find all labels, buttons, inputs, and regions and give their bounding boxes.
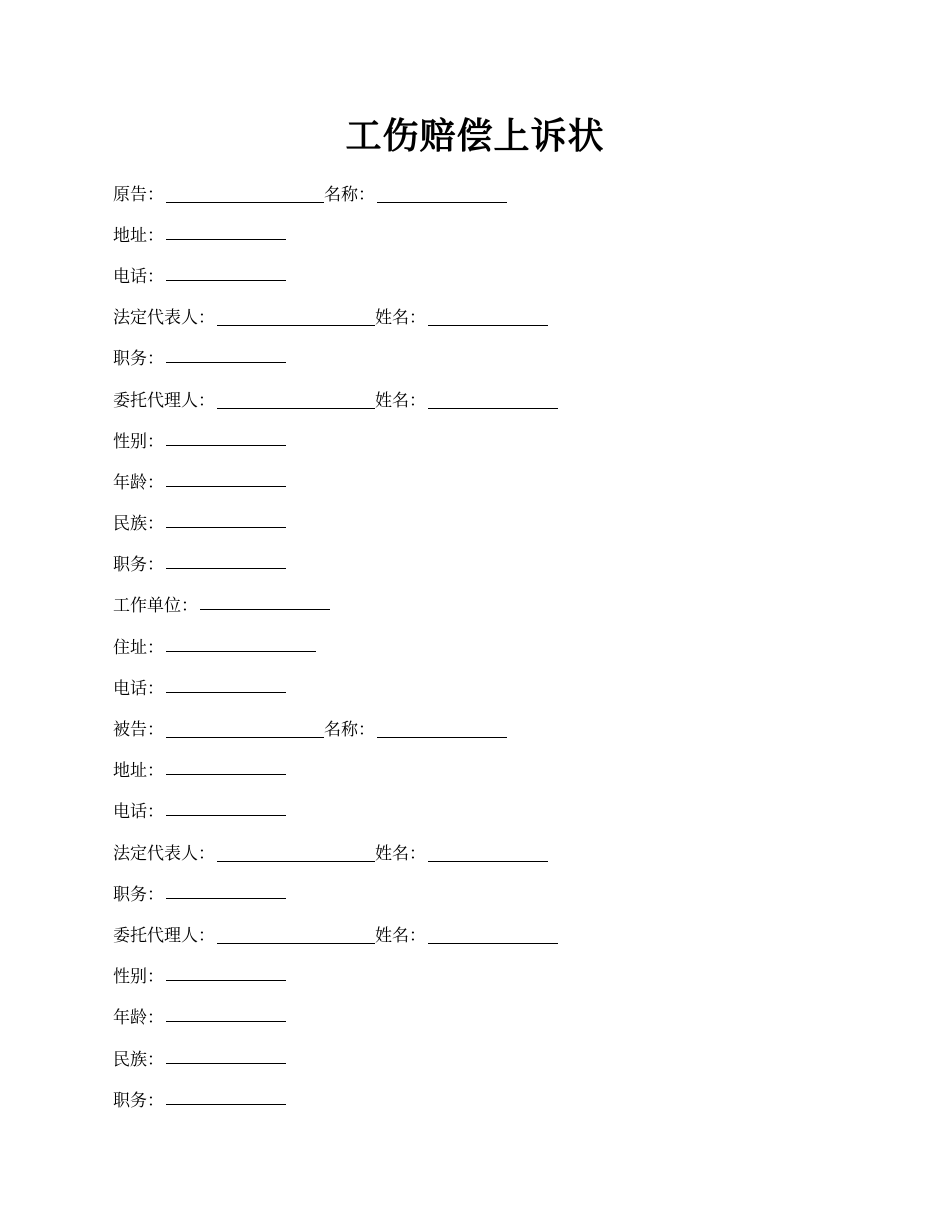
plaintiff-agent-position-row (113, 545, 873, 586)
plaintiff-legal-rep-name-label: 姓名： (375, 308, 426, 329)
defendant-field (113, 719, 324, 741)
defendant-name-blank[interactable] (377, 736, 507, 738)
defendant-agent-blank[interactable] (217, 942, 375, 944)
defendant-phone-blank[interactable] (166, 814, 286, 816)
defendant-agent-position-blank[interactable] (166, 1103, 286, 1105)
defendant-legal-rep-name-label: 姓名： (375, 843, 426, 864)
defendant-gender-label: 性别： (113, 967, 164, 988)
plaintiff-agent-name-label: 姓名： (375, 390, 426, 411)
plaintiff-gender-label: 性别： (113, 431, 164, 452)
defendant-ethnicity-row (113, 1039, 873, 1080)
plaintiff-label: 原告： (113, 184, 164, 205)
plaintiff-age-blank[interactable] (166, 485, 286, 487)
plaintiff-phone-label: 电话： (113, 266, 164, 287)
defendant-phone-row (113, 792, 873, 833)
defendant-agent-position-label: 职务： (113, 1090, 164, 1111)
plaintiff-ethnicity-blank[interactable] (166, 526, 286, 528)
plaintiff-agent-blank[interactable] (217, 407, 375, 409)
defendant-agent-name-label: 姓名： (375, 925, 426, 946)
plaintiff-age-label: 年龄： (113, 472, 164, 493)
plaintiff-agent-position-blank[interactable] (166, 567, 286, 569)
plaintiff-workplace-label: 工作单位： (113, 596, 198, 617)
defendant-address-blank[interactable] (166, 773, 286, 775)
defendant-agent-position-row (113, 1080, 873, 1121)
plaintiff-legal-rep-position-blank[interactable] (166, 361, 286, 363)
defendant-agent-label: 委托代理人： (113, 925, 215, 946)
defendant-age-blank[interactable] (166, 1020, 286, 1022)
document-title: 工伤赔偿上诉状 (345, 115, 605, 157)
defendant-legal-rep-label: 法定代表人： (113, 843, 215, 864)
plaintiff-legal-rep-name-field (375, 307, 548, 329)
plaintiff-agent-name-blank[interactable] (428, 407, 558, 409)
plaintiff-ethnicity-row (113, 504, 873, 545)
defendant-name-field (324, 719, 507, 741)
defendant-legal-rep-position-blank[interactable] (166, 897, 286, 899)
defendant-gender-blank[interactable] (166, 979, 286, 981)
plaintiff-workplace-blank[interactable] (200, 608, 330, 610)
defendant-agent-row (113, 915, 873, 956)
plaintiff-residence-blank[interactable] (166, 650, 316, 652)
plaintiff-agent-label: 委托代理人： (113, 390, 215, 411)
defendant-row (113, 709, 873, 750)
defendant-gender-row (113, 957, 873, 998)
plaintiff-workplace-row (113, 586, 873, 627)
plaintiff-agent-row (113, 380, 873, 421)
plaintiff-legal-rep-position-label: 职务： (113, 349, 164, 370)
defendant-legal-rep-field (113, 843, 375, 865)
plaintiff-name-label: 名称： (324, 184, 375, 205)
plaintiff-address-label: 地址： (113, 225, 164, 246)
defendant-legal-rep-name-field (375, 843, 548, 865)
defendant-address-row (113, 751, 873, 792)
plaintiff-name-field (324, 184, 507, 206)
form-fields (113, 174, 873, 1121)
defendant-label: 被告： (113, 720, 164, 741)
defendant-legal-rep-name-blank[interactable] (428, 860, 548, 862)
plaintiff-legal-rep-position-row (113, 339, 873, 380)
defendant-legal-rep-position-label: 职务： (113, 884, 164, 905)
plaintiff-field (113, 184, 324, 206)
plaintiff-agent-position-label: 职务： (113, 555, 164, 576)
defendant-name-label: 名称： (324, 720, 375, 741)
plaintiff-residence-label: 住址： (113, 637, 164, 658)
plaintiff-ethnicity-label: 民族： (113, 514, 164, 535)
plaintiff-age-row (113, 462, 873, 503)
defendant-ethnicity-label: 民族： (113, 1049, 164, 1070)
defendant-blank[interactable] (166, 736, 324, 738)
defendant-ethnicity-blank[interactable] (166, 1062, 286, 1064)
defendant-legal-rep-row (113, 833, 873, 874)
plaintiff-agent-phone-label: 电话： (113, 678, 164, 699)
defendant-legal-rep-position-row (113, 874, 873, 915)
plaintiff-name-blank[interactable] (377, 201, 507, 203)
plaintiff-address-row (113, 215, 873, 256)
plaintiff-legal-rep-name-blank[interactable] (428, 324, 548, 326)
defendant-legal-rep-blank[interactable] (217, 860, 375, 862)
plaintiff-agent-phone-row (113, 668, 873, 709)
defendant-address-label: 地址： (113, 761, 164, 782)
plaintiff-phone-row (113, 256, 873, 297)
defendant-phone-label: 电话： (113, 802, 164, 823)
plaintiff-blank[interactable] (166, 201, 324, 203)
defendant-agent-name-field (375, 925, 558, 947)
plaintiff-agent-phone-blank[interactable] (166, 691, 286, 693)
plaintiff-legal-rep-label: 法定代表人： (113, 308, 215, 329)
plaintiff-row (113, 174, 873, 215)
plaintiff-legal-rep-row (113, 298, 873, 339)
plaintiff-gender-blank[interactable] (166, 444, 286, 446)
plaintiff-address-blank[interactable] (166, 238, 286, 240)
plaintiff-legal-rep-blank[interactable] (217, 324, 375, 326)
defendant-agent-name-blank[interactable] (428, 942, 558, 944)
defendant-age-row (113, 998, 873, 1039)
defendant-age-label: 年龄： (113, 1008, 164, 1029)
plaintiff-agent-name-field (375, 390, 558, 412)
plaintiff-phone-blank[interactable] (166, 279, 286, 281)
plaintiff-agent-field (113, 390, 375, 412)
plaintiff-gender-row (113, 421, 873, 462)
plaintiff-residence-row (113, 627, 873, 668)
defendant-agent-field (113, 925, 375, 947)
plaintiff-legal-rep-field (113, 307, 375, 329)
